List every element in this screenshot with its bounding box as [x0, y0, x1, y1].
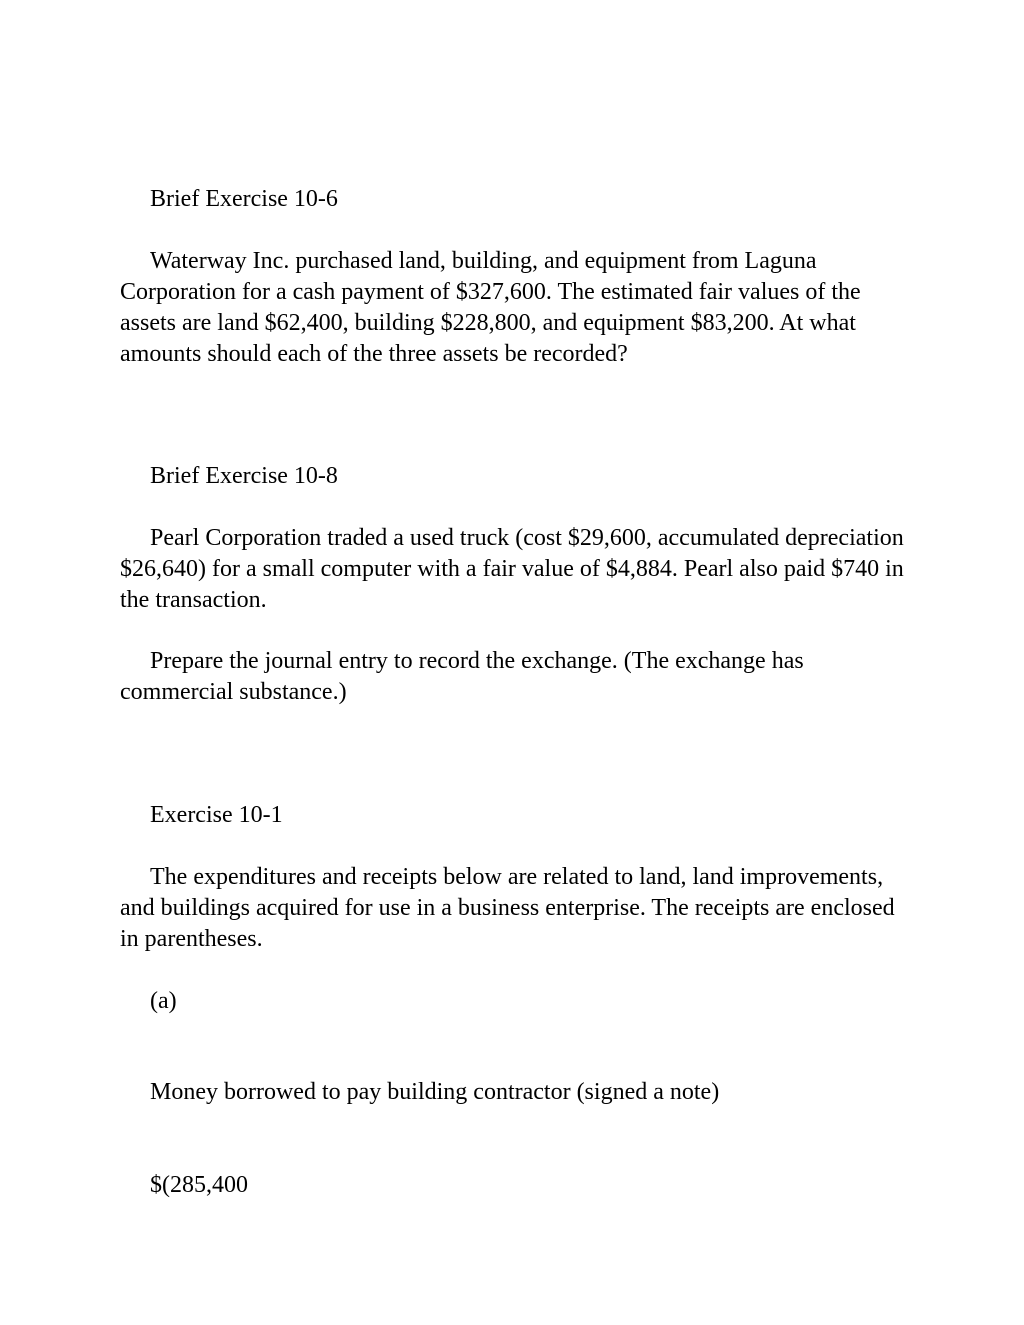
item-description: Money borrowed to pay building contractor (signed a note) — [150, 1079, 720, 1105]
paragraph-brief-exercise-10-8-body: Pearl Corporation traded a used truck (cost $29,600, accumulated depreciation $26,640) for a small computer with a fair value of $4,884. Pearl also paid $740 in the transaction. — [120, 525, 904, 613]
heading-brief-exercise-10-8: Brief Exercise 10-8 — [150, 463, 338, 489]
heading-exercise-10-1: Exercise 10-1 — [150, 802, 283, 828]
paragraph-brief-exercise-10-6: Waterway Inc. purchased land, building, and equipment from Laguna Corporation for a cash payment of $327,600. The estimated fair values of the assets are land $62,400, building $228,800, and equipment $83,200. At what amounts should each of the three assets be recorded? — [120, 248, 861, 367]
heading-brief-exercise-10-6: Brief Exercise 10-6 — [150, 186, 338, 212]
paragraph-exercise-10-1: The expenditures and receipts below are related to land, land improvements, and buildings acquired for use in a business enterprise. The receipts are enclosed in parentheses. — [120, 864, 895, 952]
item-label: (a) — [150, 988, 177, 1014]
paragraph-brief-exercise-10-8-instruction: Prepare the journal entry to record the exchange. (The exchange has commercial substance.) — [120, 648, 804, 705]
item-amount: $(285,400 — [150, 1172, 248, 1198]
